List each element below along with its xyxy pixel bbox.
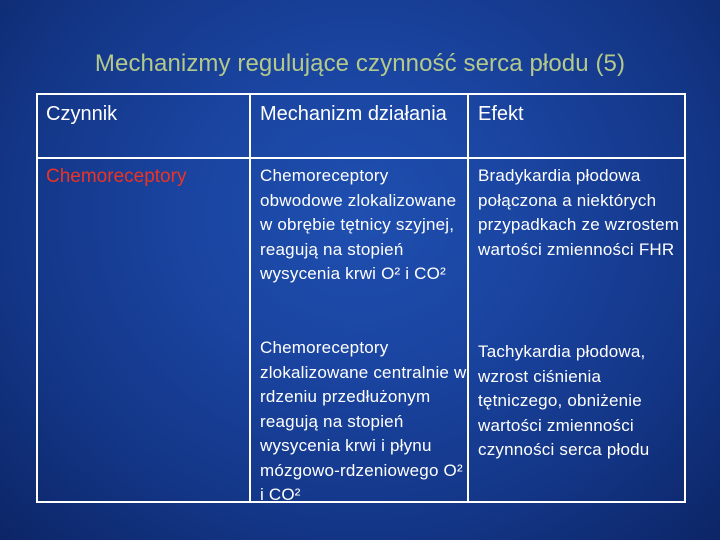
header-factor: Czynnik: [46, 103, 118, 125]
regulation-table: [36, 93, 686, 503]
slide-title: Mechanizmy regulujące czynność serca płodu (5): [94, 50, 626, 77]
header-mechanism: Mechanizm działania: [260, 103, 447, 125]
factor-chemoreceptors: Chemoreceptory: [46, 166, 187, 187]
effect-tachycardia: Tachykardia płodowa, wzrost ciśnienia tętniczego, obniżenie wartości zmienności czynności serca płodu: [478, 342, 650, 459]
header-divider: [38, 157, 684, 159]
column-divider-1: [249, 95, 251, 501]
header-effect: Efekt: [478, 103, 524, 125]
effect-bradycardia: Bradykardia płodowa połączona a niektórych przypadkach ze wzrostem wartości zmienności FHR: [478, 166, 680, 259]
mechanism-central: Chemoreceptory zlokalizowane centralnie w rdzeniu przedłużonym reagują na stopień wysycenia krwi i płynu mózgowo-rdzeniowego O² i CO²: [260, 338, 467, 504]
mechanism-peripheral: Chemoreceptory obwodowe zlokalizowane w obrębie tętnicy szyjnej, reagują na stopień wysycenia krwi O² i CO²: [260, 166, 457, 283]
